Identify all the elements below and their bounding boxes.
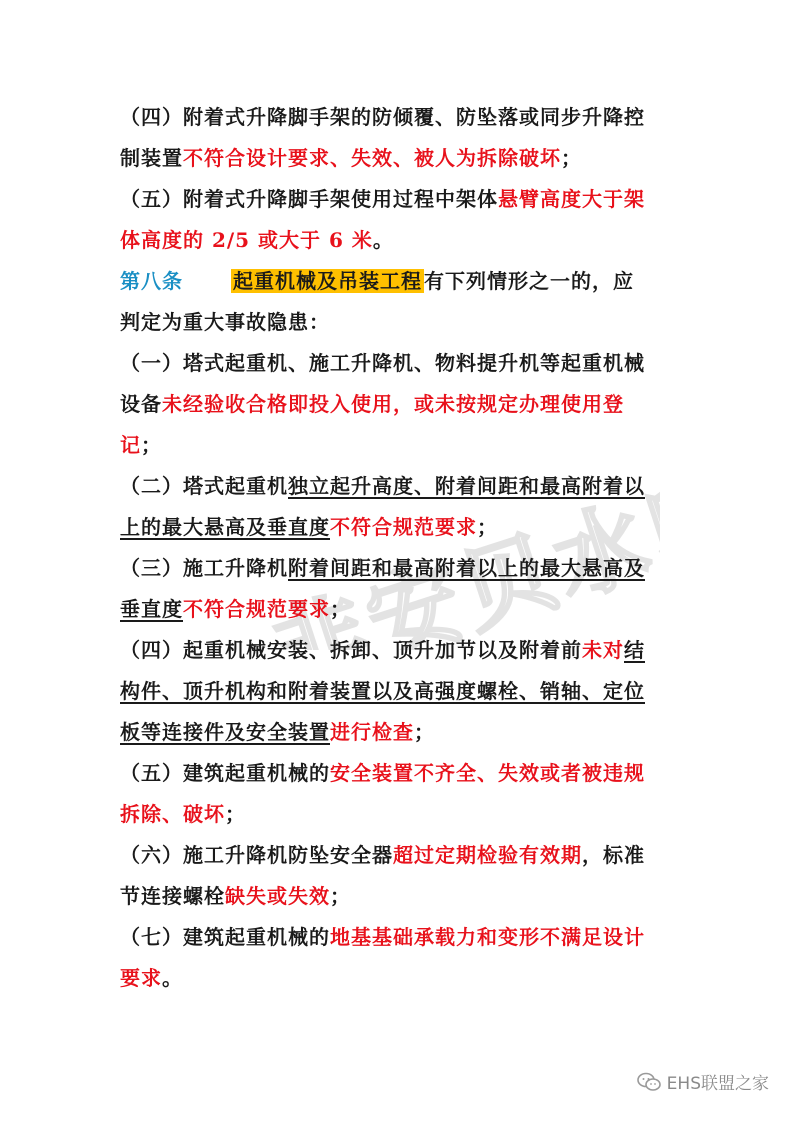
text-segment: 不符合规范要求 <box>183 597 330 621</box>
text-segment: （一）塔式起重机、施工升降机、物料提升机等起重机械 <box>120 351 645 375</box>
text-segment: 节连接螺栓 <box>120 884 225 908</box>
document-line <box>120 876 665 917</box>
text-segment: （三）施工升降机 <box>120 556 288 580</box>
text-segment: 上的最大悬高及垂直度 <box>120 515 330 539</box>
document-line <box>120 589 665 630</box>
text-segment: ； <box>225 802 246 826</box>
document-line <box>120 384 665 425</box>
text-segment: （二）塔式起重机 <box>120 474 288 498</box>
text-segment: 制装置 <box>120 146 183 170</box>
text-segment: ； <box>330 597 351 621</box>
document-line <box>120 548 665 589</box>
document-line <box>120 671 665 712</box>
document-line <box>120 138 665 179</box>
article-title: 起重机械及吊装工程 <box>233 269 422 293</box>
text-segment: 未经验收合格即投入使用，或未按规定办理使用登 <box>162 392 624 416</box>
document-line <box>120 835 665 876</box>
text-segment: 结 <box>624 638 645 662</box>
text-segment: 判定为重大事故隐患： <box>120 310 330 334</box>
text-segment: ； <box>561 146 582 170</box>
text-segment: （七）建筑起重机械的 <box>120 925 330 949</box>
text-segment: 未对 <box>582 638 624 662</box>
text-segment: （六）施工升降机防坠安全器 <box>120 843 393 867</box>
text-segment: 附着间距和最高附着以上的最大悬高及 <box>288 556 645 580</box>
footer-brand-text: EHS联盟之家 <box>666 1074 769 1094</box>
document-line <box>120 261 665 302</box>
text-segment: 悬臂高度大于架 <box>498 187 645 211</box>
document-body <box>120 97 665 999</box>
text-segment: 不符合设计要求、失效、被人为拆除破坏 <box>183 146 561 170</box>
text-segment: 有下列情形之一的，应 <box>424 269 634 293</box>
document-line <box>120 712 665 753</box>
watermark-text: 非安贝水印 <box>261 455 660 650</box>
text-segment: ； <box>477 515 498 539</box>
text-segment: ； <box>414 720 435 744</box>
footer-brand <box>637 1069 769 1094</box>
text-segment: 独立起升高度、附着间距和最高附着以 <box>288 474 645 498</box>
text-segment: （五）建筑起重机械的 <box>120 761 330 785</box>
text-segment: 构件、顶升机构和附着装置以及高强度螺栓、销轴、定位 <box>120 679 645 703</box>
text-segment: ； <box>330 884 351 908</box>
text-segment: 体高度的 2/5 或大于 6 米 <box>120 228 373 252</box>
text-segment: 安全装置不齐全、失效或者被违规 <box>330 761 645 785</box>
article-label: 第八条 <box>120 269 183 293</box>
text-segment: 超过定期检验有效期 <box>393 843 582 867</box>
text-segment: 。 <box>162 966 183 990</box>
document-line <box>120 220 665 261</box>
text-segment: 不符合规范要求 <box>330 515 477 539</box>
text-segment: （四）起重机械安装、拆卸、顶升加节以及附着前 <box>120 638 582 662</box>
text-segment: （五）附着式升降脚手架使用过程中架体 <box>120 187 498 211</box>
text-segment: ； <box>141 433 162 457</box>
wechat-icon <box>637 1072 661 1092</box>
text-segment: 地基基础承载力和变形不满足设计 <box>330 925 645 949</box>
document-line <box>120 343 665 384</box>
document-line <box>120 425 665 466</box>
document-line <box>120 302 665 343</box>
document-line <box>120 630 665 671</box>
document-line <box>120 179 665 220</box>
document-line <box>120 958 665 999</box>
text-segment: 垂直度 <box>120 597 183 621</box>
text-segment: 板等连接件及安全装置 <box>120 720 330 744</box>
text-segment: 。 <box>372 228 394 252</box>
document-line <box>120 97 665 138</box>
document-line <box>120 917 665 958</box>
document-line <box>120 794 665 835</box>
text-segment: 要求 <box>120 966 162 990</box>
text-segment: 设备 <box>120 392 162 416</box>
document-line <box>120 466 665 507</box>
text-segment: 进行检查 <box>330 720 414 744</box>
text-segment: ，标准 <box>582 843 645 867</box>
text-segment: 缺失或失效 <box>225 884 330 908</box>
document-line <box>120 753 665 794</box>
text-segment: （四）附着式升降脚手架的防倾覆、防坠落或同步升降控 <box>120 105 645 129</box>
text-segment: 记 <box>120 433 141 457</box>
text-segment: 拆除、破坏 <box>120 802 225 826</box>
document-line <box>120 507 665 548</box>
